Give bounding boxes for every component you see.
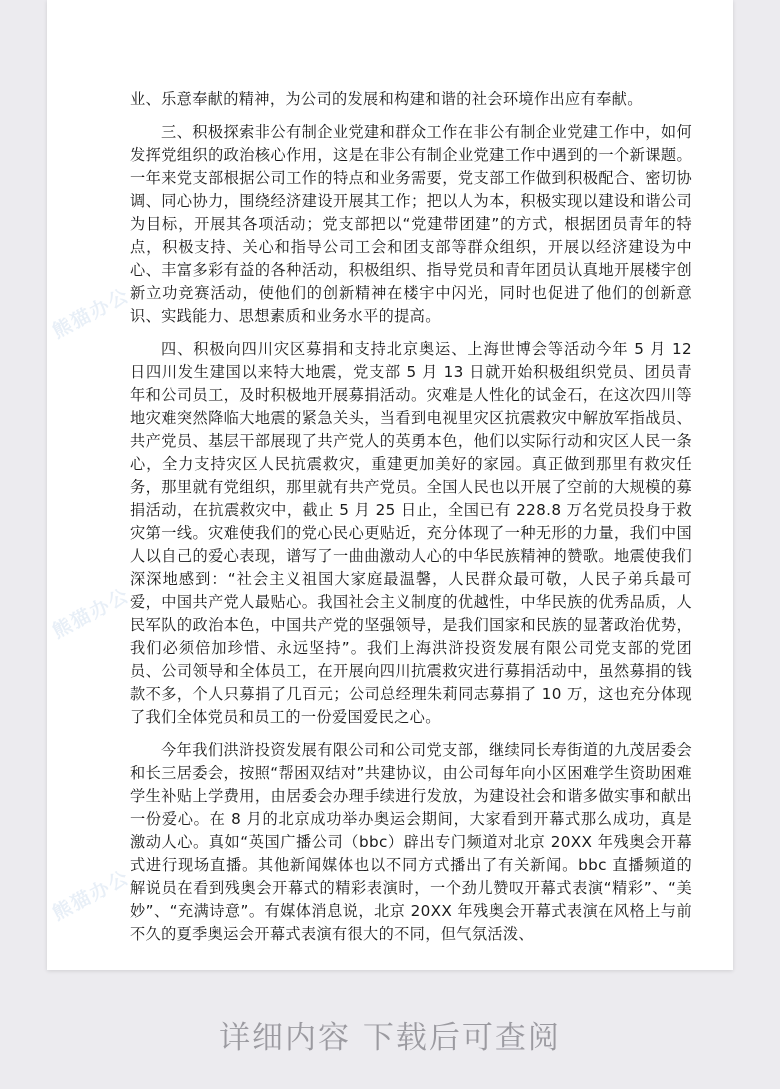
document-body <box>130 88 692 956</box>
watermark: 熊猫办公 <box>48 284 134 343</box>
paragraph-section-three: 三、积极探索非公有制企业党建和群众工作在非公有制企业党建工作中，如何发挥党组织的政治核心作用，这是在非公有制企业党建工作中遇到的一个新课题。一年来党支部根据公司工作的特点和业务需要，党支部工作做到积极配合、密切协调、同心协力，围绕经济建设开展其工作；把以人为本，积极实现以建设和谐公司为目标，开展其各项活动；党支部把以“党建带团建”的方式，根据团员青年的特点，积极支持、关心和指导公司工会和团支部等群众组织，开展以经济建设为中心、丰富多彩有益的各种活动，积极组织、指导党员和青年团员认真地开展楼宇创新立功竞赛活动，使他们的创新精神在楼宇中闪光，同时也促进了他们的创新意识、实践能力、思想素质和业务水平的提高。 <box>130 123 692 325</box>
paragraph-continuation: 业、乐意奉献的精神，为公司的发展和构建和谐的社会环境作出应有奉献。 <box>130 90 643 108</box>
document-page[interactable] <box>47 0 733 970</box>
watermark: 熊猫办公 <box>48 584 134 643</box>
download-hint[interactable]: 详细内容 下载后可查阅 <box>219 1020 561 1056</box>
paragraph-community-support: 今年我们洪浒投资发展有限公司和公司党支部，继续同长寿街道的九茂居委会和长三居委会，按照“帮困双结对”共建协议，由公司每年向小区困难学生资助困难学生补贴上学费用，由居委会办理手续进行发放，为建设社会和谐多做实事和献出一份爱心。在 8 月的北京成功举办奥运会期间，大家看到开幕式那么成功，真是激动人心。真如“英国广播公司（bbc）辟出专门频道对北京 20XX 年残奥会开幕式进行现场直播。其他新闻媒体也以不同方式播出了有关新闻。bbc 直播频道的解说员在看到残奥会开幕式的精彩表演时，一个劲儿赞叹开幕式表演“精彩”、“美妙”、“充满诗意”。有媒体消息说，北京 20XX 年残奥会开幕式表演在风格上与前不久的夏季奥运会开幕式表演有很大的不同，但气氛活泼、 <box>130 741 692 943</box>
watermark: 熊猫办公 <box>48 866 134 925</box>
paragraph-section-four: 四、积极向四川灾区募捐和支持北京奥运、上海世博会等活动今年 5 月 12 日四川发生建国以来特大地震，党支部 5 月 13 日就开始积极组织党员、团员青年和公司员工，及时积极地开展募捐活动。灾难是人性化的试金石，在这次四川等地灾难突然降临大地震的紧急关头，当看到电视里灾区抗震救灾中解放军指战员、共产党员、基层干部展现了共产党人的英勇本色，他们以实际行动和灾区人民一条心，全力支持灾区人民抗震救灾，重建更加美好的家园。真正做到那里有救灾任务，那里就有党组织，那里就有共产党员。全国人民也以开展了空前的大规模的募捐活动，在抗震救灾中，截止 5 月 25 日止，全国已有 228.8 万名党员投身于救灾第一线。灾难使我们的党心民心更贴近，充分体现了一种无形的力量，我们中国人以自己的爱心表现，谱写了一曲曲激动人心的中华民族精神的赞歌。地震使我们深深地感到：“社会主义祖国大家庭最温馨，人民群众最可敬，人民子弟兵最可爱，中国共产党人最贴心。我国社会主义制度的优越性，中华民族的优秀品质，人民军队的政治本色，中国共产党的坚强领导，是我们国家和民族的显著政治优势，我们必须倍加珍惜、永远坚持”。我们上海洪浒投资发展有限公司党支部的党团员、公司领导和全体员工，在开展向四川抗震救灾进行募捐活动中，虽然募捐的钱款不多，个人只募捐了几百元；公司总经理朱莉同志募捐了 10 万，这也充分体现了我们全体党员和员工的一份爱国爱民之心。 <box>130 340 692 726</box>
